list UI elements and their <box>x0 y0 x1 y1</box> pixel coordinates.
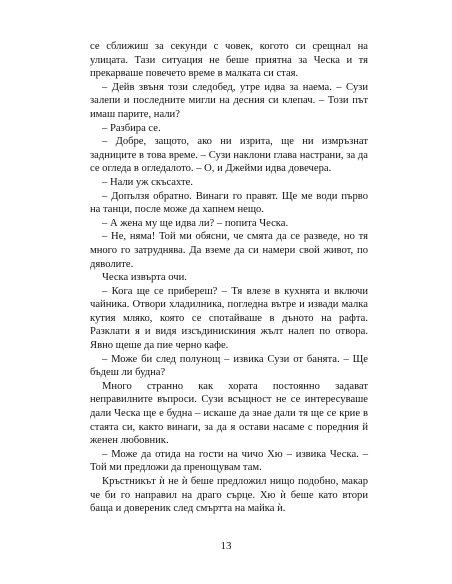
paragraph: – А жена му ще идва ли? – попита Ческа. <box>102 217 289 229</box>
paragraph: – Може би след полунощ – извика Сузи от банята. – Ще бъдеш ли будна? <box>90 353 368 379</box>
page-number: 13 <box>220 540 232 552</box>
paragraph: – Дейв звъня този следобед, утре идва за наема. – Сузи залепи и последните мигли на десния си клепач. – Този път имаш парите, нали? <box>90 81 368 120</box>
body-text <box>90 40 368 516</box>
paragraph: – Не, няма! Той ми обясни, че смята да се разведе, но тя много го затруднява. Да вземе да си намери свой живот, по дяволите. <box>90 231 368 270</box>
paragraph: – Кога ще се прибереш? – Тя влезе в кухнята и включи чайника. Отвори хладилника, погледна вътре и извади малка кутия мляко, която се спотайваше в дъното на рафта. Разклати я и видя изсъдинискиния жълт налеп по отвора. Явно щеше да пие черно кафе. <box>90 285 368 352</box>
paragraph: Ческа извърта очи. <box>102 272 187 284</box>
paragraph: – Нали уж скъсахте. <box>102 176 193 188</box>
paragraph: – Може да отида на гости на чичо Хю – извика Ческа. – Той ми предложи да пренощувам там. <box>90 448 368 474</box>
paragraph: – Добре, защото, ако ни изрита, ще ни измръзнат задниците в това време. – Сузи наклони глава настрани, за да се огледа в огледалото. – О, и Джейми идва довечера. <box>90 136 368 175</box>
paragraph: се сближиш за секунди с човек, когото си срещнал на улицата. Тази ситуация не беше приятна за Ческа и тя прекарваше повечето време в малката си стая. <box>90 41 368 80</box>
paragraph: Кръстникът ѝ не ѝ беше предложил нищо подобно, макар че би го направил на драго сърце. Хю ѝ беше като втори баща и довереник след смъртта на майка ѝ. <box>90 476 368 515</box>
paragraph: – Допълзя обратно. Винаги го правят. Ще ме води първо на танци, после може да хапнем нещо. <box>90 190 368 216</box>
paragraph: Много странно как хората постоянно задават неправилните въпроси. Сузи всъщност не се интересуваше дали Ческа ще е будна – искаше да знае дали тя ще се крие в стаята си, както винаги, за да я остави насаме с поредния й женен любовник. <box>90 380 368 447</box>
paragraph: – Разбира се. <box>102 122 161 134</box>
